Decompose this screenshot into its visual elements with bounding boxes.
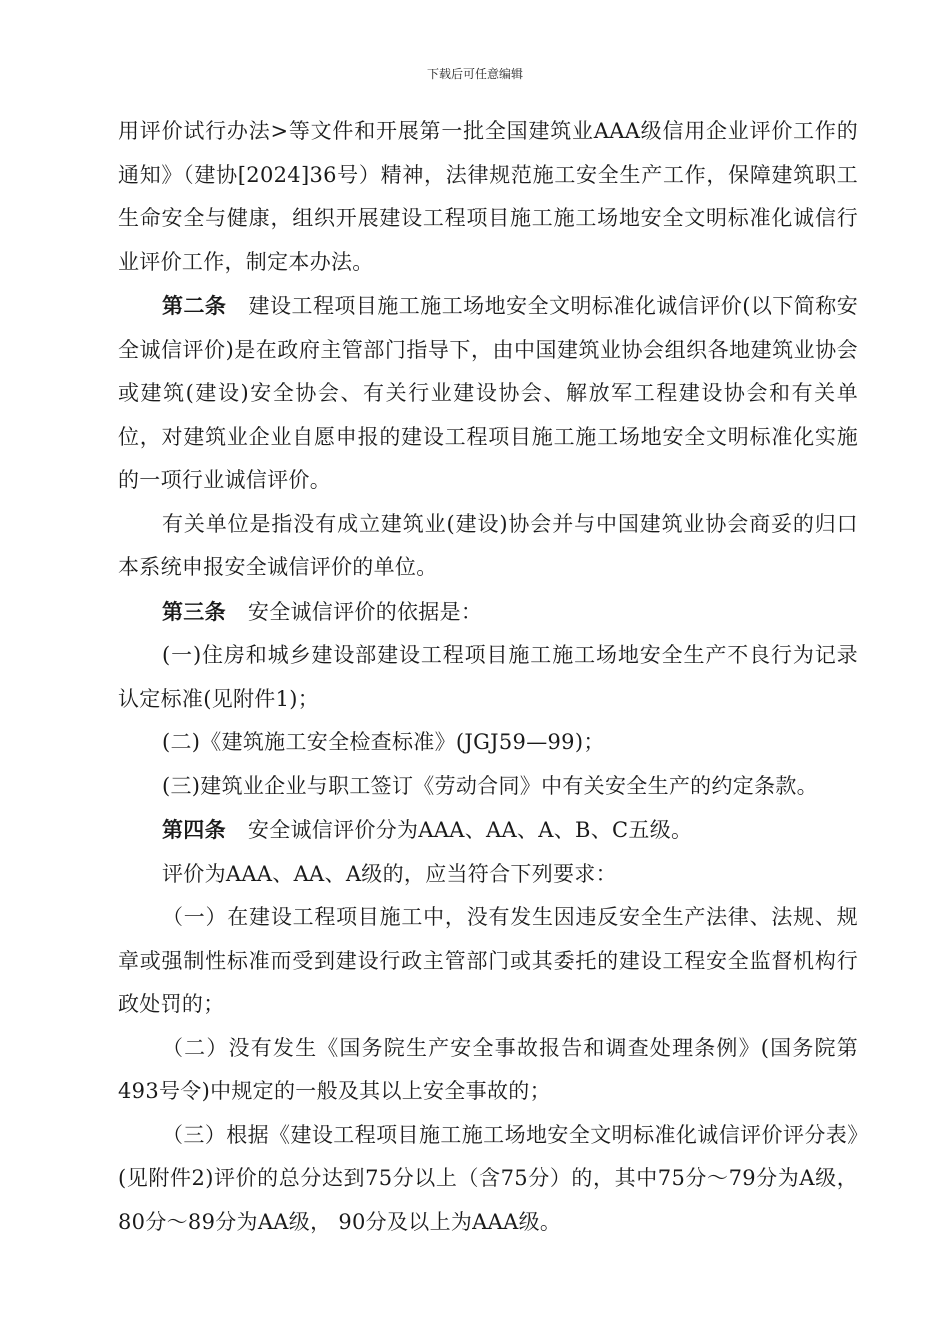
article-3-heading: 第三条 [162,598,226,624]
paragraph-preamble: 用评价试行办法>等文件和开展第一批全国建筑业AAA级信用企业评价工作的通知》（建协[2024]36号）精神，法律规范施工安全生产工作，保障建筑职工生命安全与健康，组织开展建设工程项目施工施工场地安全文明标准化诚信行业评价工作，制定本办法。 [118,119,858,274]
article-2-heading: 第二条 [162,293,227,318]
paragraph-related-units: 有关单位是指没有成立建筑业(建设)协会并与中国建筑业协会商妥的归口本系统申报安全诚信评价的单位。 [118,511,858,579]
article-3 [118,590,858,635]
paragraph-grade-requirements: 评价为AAA、AA、A级的，应当符合下列要求： [162,861,617,886]
article-2 [118,284,858,503]
document-body [118,110,858,1244]
article-3-text: 安全诚信评价的依据是： [247,599,483,624]
article-4 [118,808,858,853]
article-2-text: 建设工程项目施工施工场地安全文明标准化诚信评价(以下简称安全诚信评价)是在政府主管部门指导下，由中国建筑业协会组织各地建筑业协会或建筑(建设)安全协会、有关行业建设协会、解放军工程建设协会和有关单位，对建筑业企业自愿申报的建设工程项目施工施工场地安全文明标准化实施的一项行业诚信评价。 [118,294,858,492]
requirement-item-3: （三）根据《建设工程项目施工施工场地安全文明标准化诚信评价评分表》(见附件2)评价的总分达到75分以上（含75分）的，其中75分～79分为A级，80分～89分为AA级， 90分及以上为AAA级。 [118,1122,858,1234]
article-4-text: 安全诚信评价分为AAA、AA、A、B、C五级。 [247,818,693,842]
article-4-heading: 第四条 [162,817,226,842]
basis-item-3: (三)建筑业企业与职工签订《劳动合同》中有关安全生产的约定条款。 [162,773,818,798]
basis-item-2: (二)《建筑施工安全检查标准》(JGJ59—99)； [162,730,605,754]
page-header: 下载后可任意编辑 [426,67,523,81]
basis-item-1: (一)住房和城乡建设部建设工程项目施工施工场地安全生产不良行为记录认定标准(见附件1)； [118,643,858,711]
requirement-item-1: （一）在建设工程项目施工中，没有发生因违反安全生产法律、法规、规章或强制性标准而受到建设行政主管部门或其委托的建设工程安全监督机构行政处罚的； [118,905,858,1016]
requirement-item-2: （二）没有发生《国务院生产安全事故报告和调查处理条例》(国务院第493号令)中规定的一般及其以上安全事故的； [118,1035,858,1103]
